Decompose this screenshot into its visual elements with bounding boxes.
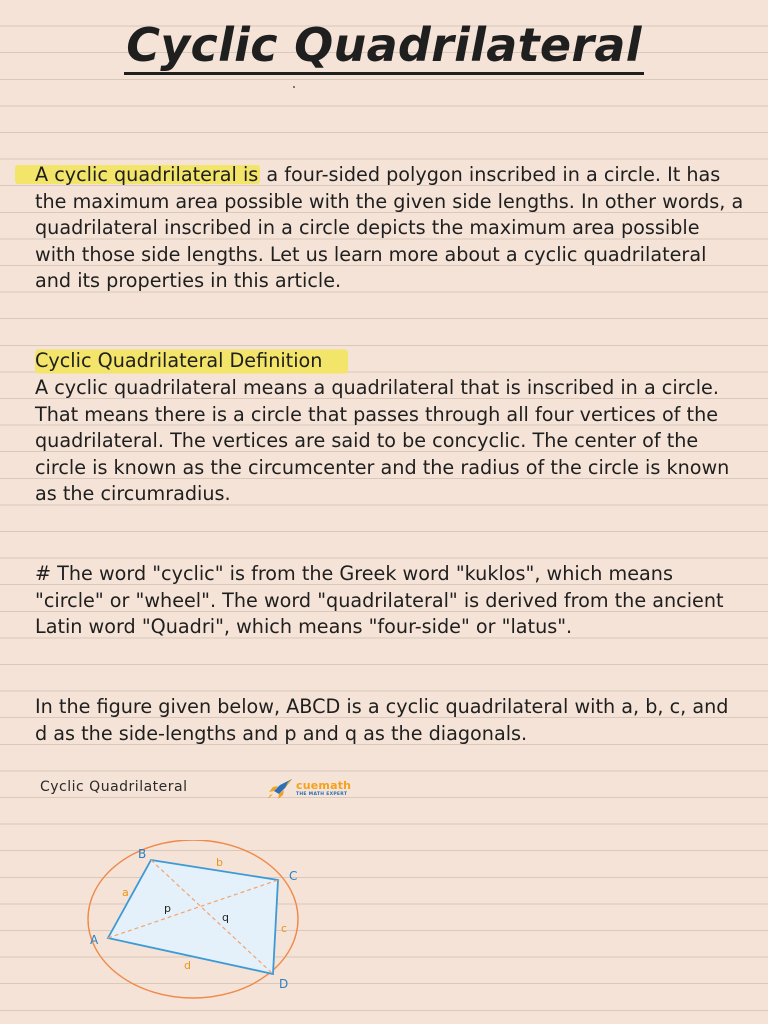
quadrilateral-shape [108,860,278,974]
page-title-text: Cyclic Quadrilateral [124,18,644,75]
figure-intro: In the figure given below, ABCD is a cyclic quadrilateral with a, b, c, and d as the side-lengths and p and q as the diagonals. [35,695,729,745]
logo-brand: cuemath [296,779,352,792]
vertex-label-c: C [289,869,298,883]
definition-heading-text: Cyclic Quadrilateral Definition [35,348,348,375]
etymology-note: # The word "cyclic" is from the Greek word "kuklos", which means "circle" or "wheel". The word "quadrilateral" is derived from the ancient Latin word "Quadri", which means "four-side" or "latus". [35,562,724,639]
figure-caption: Cyclic Quadrilateral [40,779,188,795]
diagonal-label-q: q [222,911,229,924]
intro-text: a four-sided polygon inscribed in a circle. It has the maximum area possible with the given side lengths. In other words, a quadrilateral inscribed in a circle depicts the maximum area possible with those side lengths. Let us learn more about a cyclic quadrilateral and its properties in this article. [35,163,744,293]
cyclic-quadrilateral-diagram [80,840,340,1015]
cuemath-logo [266,778,366,802]
side-label-b: b [216,856,223,869]
definition-body: A cyclic quadrilateral means a quadrilateral that is inscribed in a circle. That means there is a circle that passes through all four vertices of the quadrilateral. The vertices are said to be concyclic. The center of the circle is known as the circumcenter and the radius of the circle is known as the circumradius. [35,376,730,506]
side-label-c: c [281,922,288,935]
page-title [0,18,768,72]
stray-dot [293,86,295,88]
side-label-d: d [184,959,191,972]
logo-tagline: THE MATH EXPERT [296,792,348,797]
rocket-icon [266,778,294,800]
diagonal-label-p: p [164,902,171,915]
vertex-label-b: B [138,847,147,861]
definition-heading [35,348,745,375]
intro-highlight: A cyclic quadrilateral is [15,163,260,186]
side-label-a: a [122,886,129,899]
vertex-label-d: D [279,977,289,991]
vertex-label-a: A [90,933,99,947]
intro-paragraph [35,162,745,295]
